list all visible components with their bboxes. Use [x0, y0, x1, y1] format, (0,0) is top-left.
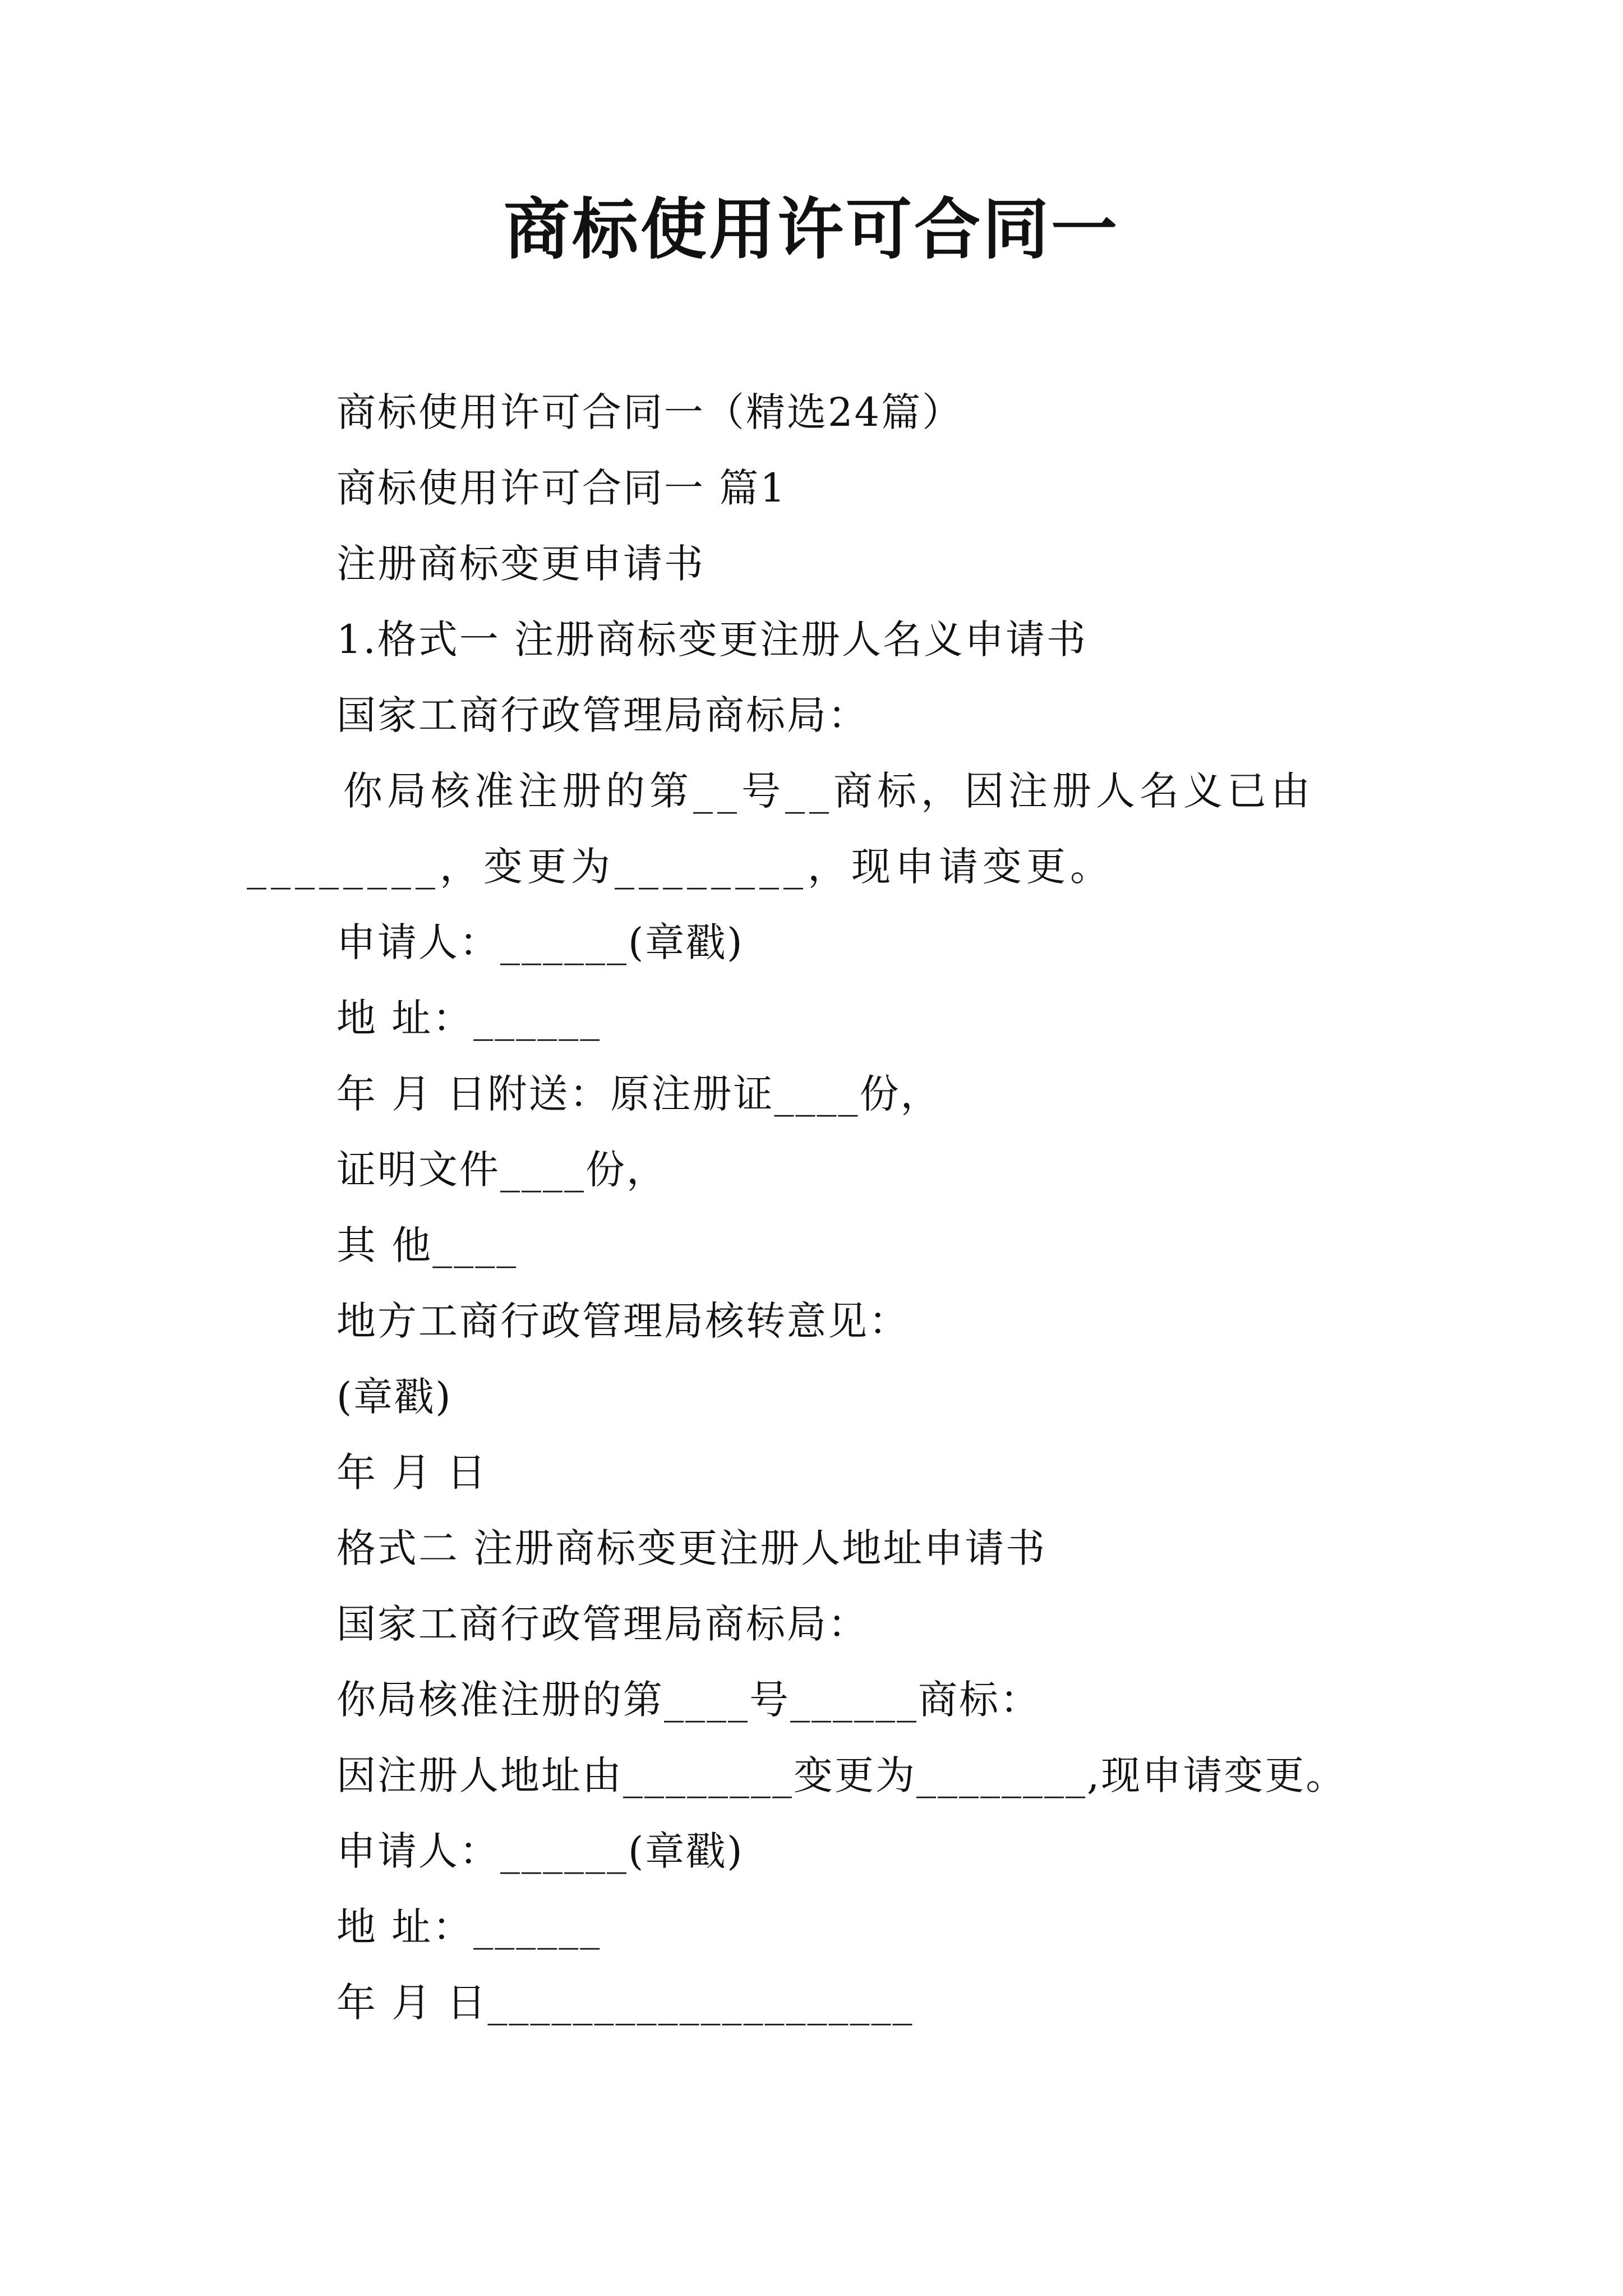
address-line: 地 址：______: [336, 995, 602, 1041]
body-line-continued: ________，变更为________，现申请变更。: [247, 844, 1114, 890]
body-line: 你局核准注册的第__号__商标，因注册人名义已由: [343, 768, 1315, 814]
supporting-documents-line: 证明文件____份，: [336, 1147, 667, 1193]
collection-heading: 商标使用许可合同一（精选24篇）: [336, 389, 963, 435]
addressee-line: 国家工商行政管理局商标局：: [336, 692, 869, 738]
document-title: 商标使用许可合同一: [503, 190, 1119, 268]
form-heading: 注册商标变更申请书: [336, 541, 705, 587]
format-one-heading: 1.格式一 注册商标变更注册人名义申请书: [336, 616, 1088, 662]
date-attachment-line: 年 月 日附送：原注册证____份，: [336, 1071, 942, 1117]
registration-line: 你局核准注册的第____号______商标：: [336, 1677, 1041, 1723]
date-line: 年 月 日: [336, 1450, 488, 1496]
format-two-heading: 格式二 注册商标变更注册人地址申请书: [336, 1525, 1047, 1571]
article-heading: 商标使用许可合同一 篇1: [336, 465, 787, 511]
applicant-line: 申请人：______(章戳): [336, 919, 744, 965]
applicant-line-2: 申请人：______(章戳): [336, 1828, 744, 1874]
address-change-line: 因注册人地址由________变更为________,现申请变更。: [336, 1752, 1347, 1798]
seal-line: (章戳): [336, 1374, 453, 1420]
addressee-line-2: 国家工商行政管理局商标局：: [336, 1601, 869, 1647]
address-line-2: 地 址：______: [336, 1904, 602, 1950]
other-line: 其 他____: [336, 1222, 518, 1268]
date-line-2: 年 月 日____________________: [336, 1980, 914, 2026]
local-bureau-opinion-line: 地方工商行政管理局核转意见：: [336, 1298, 910, 1344]
